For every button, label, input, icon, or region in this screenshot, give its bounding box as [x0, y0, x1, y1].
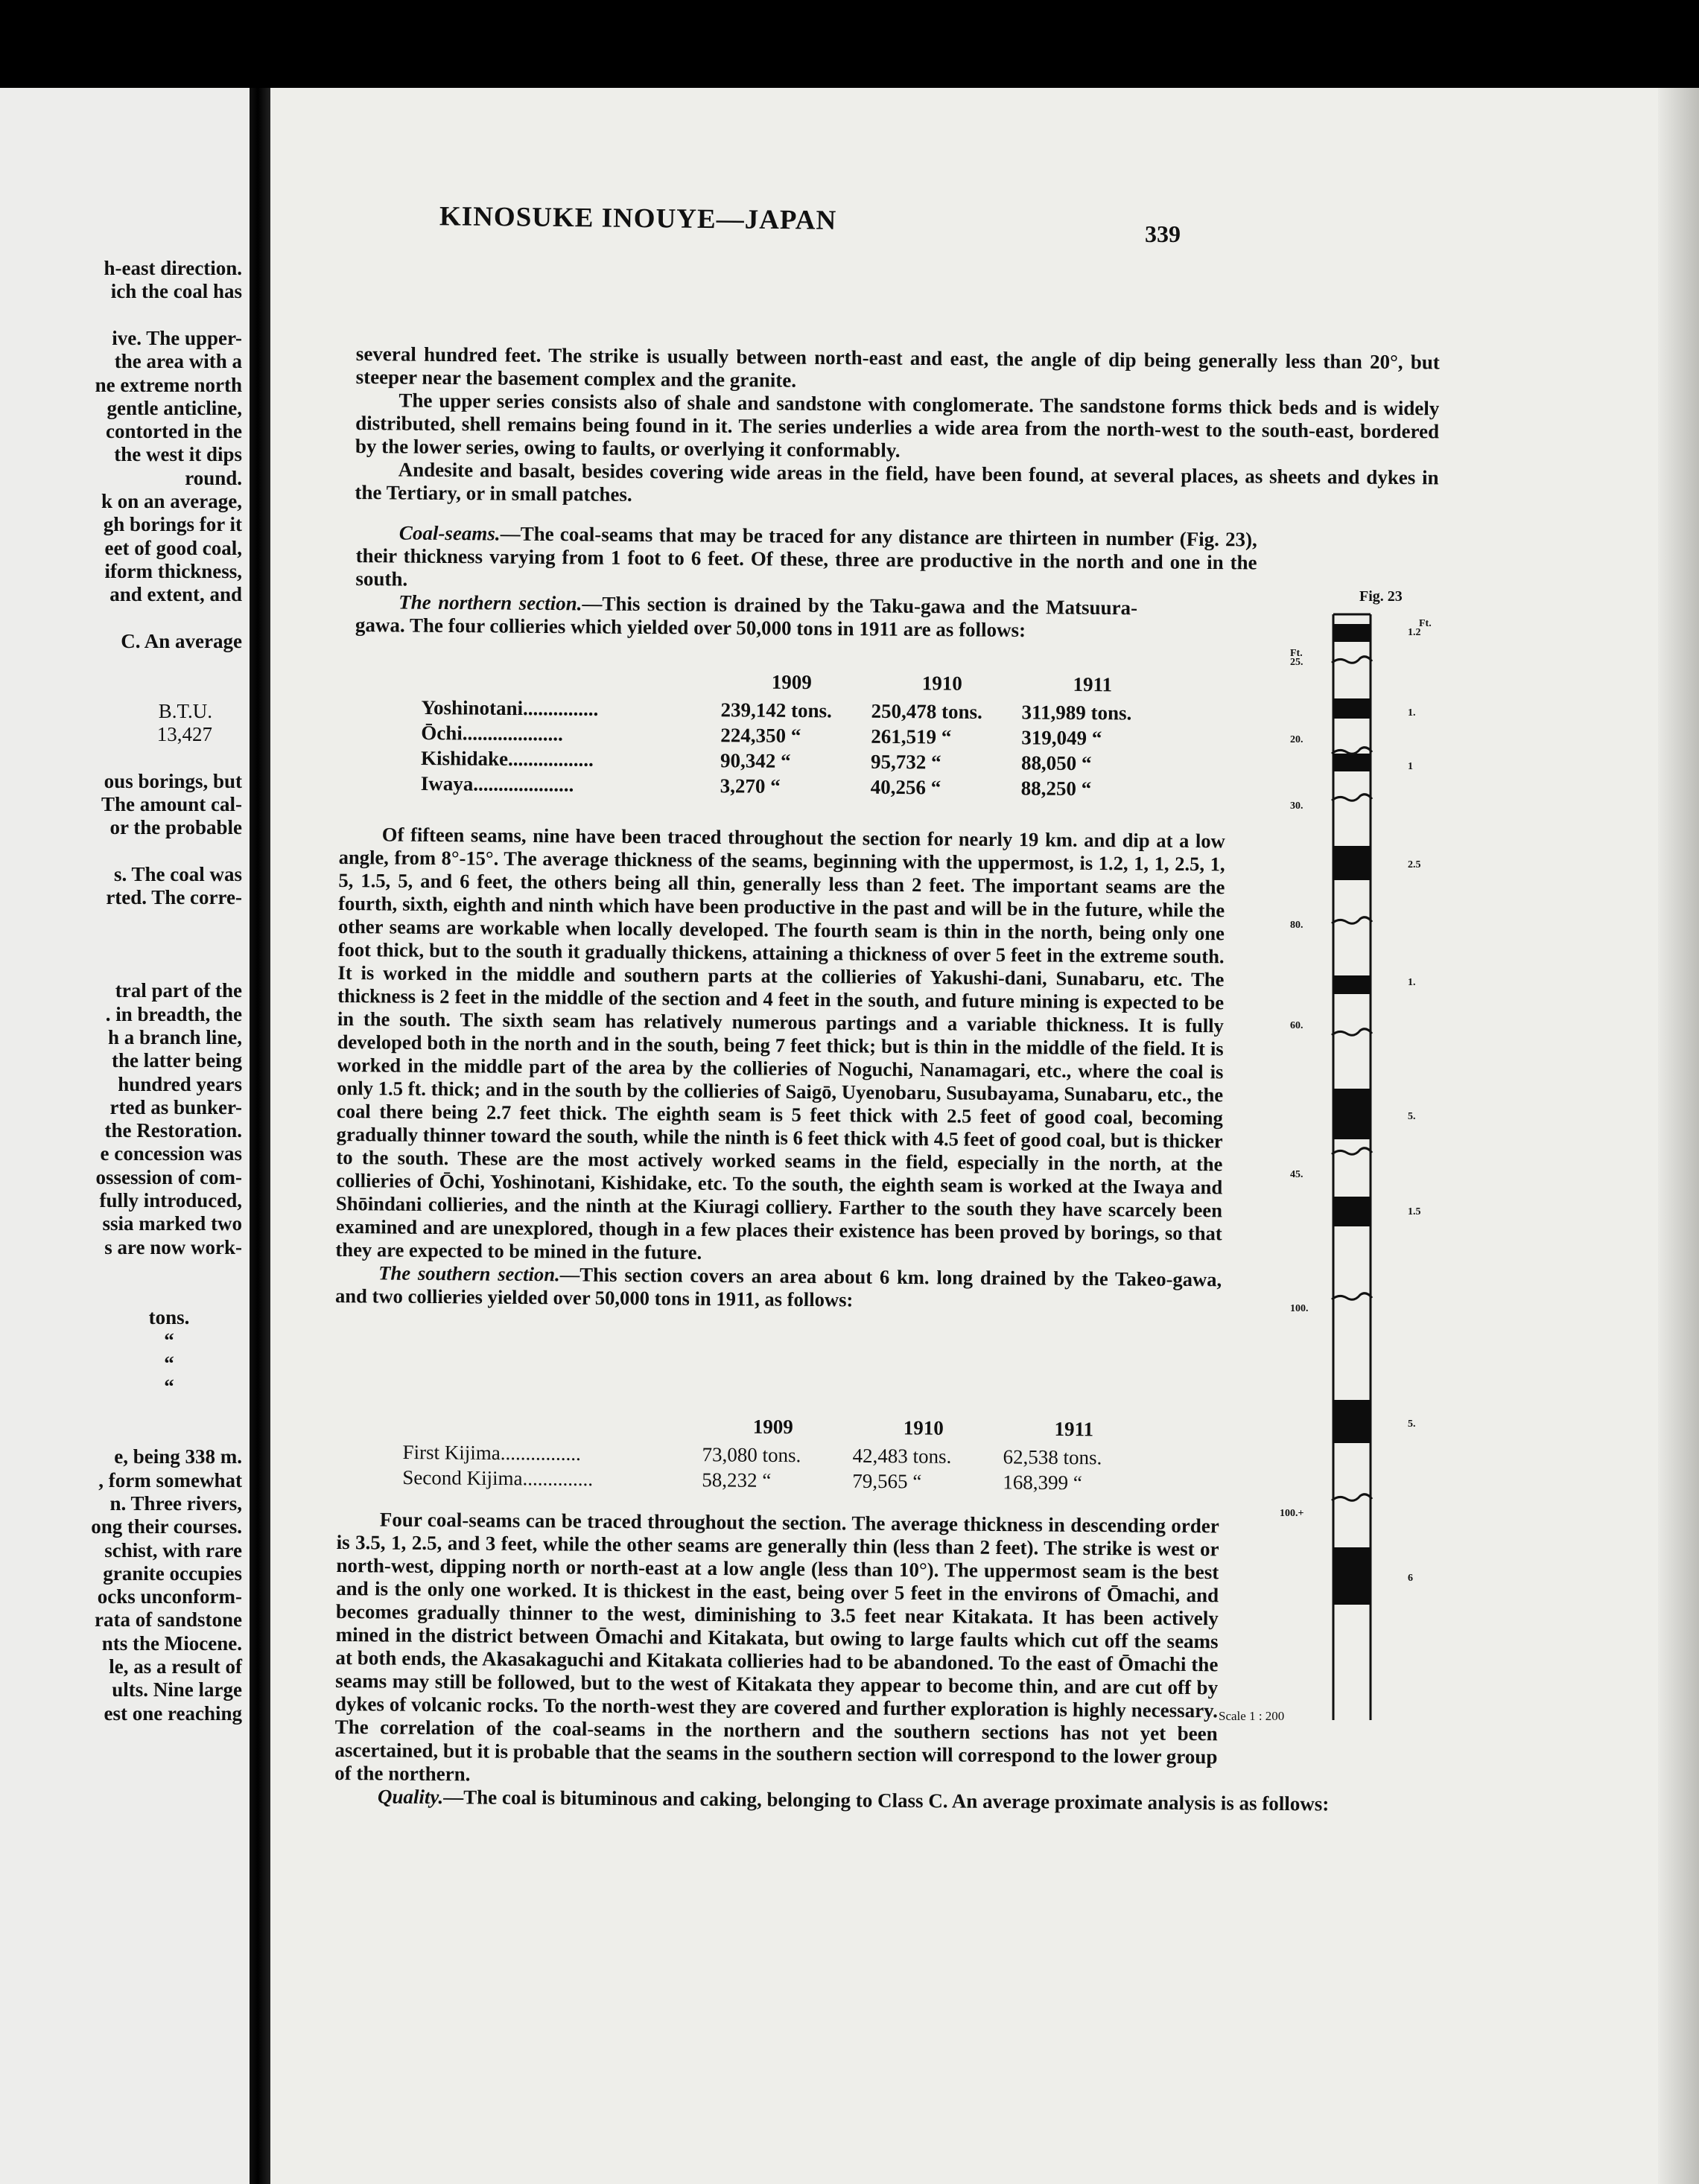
left-page-line: or the probable: [109, 816, 242, 839]
left-page-line: The amount cal-: [101, 792, 242, 815]
year-1911: 1911: [1073, 672, 1113, 695]
seam-thickness-label: 1: [1408, 761, 1413, 772]
heading-coal-seams: Coal-seams.: [398, 521, 501, 545]
page-edge-shadow: [1658, 88, 1699, 2184]
figure-scale: Scale 1 : 200: [1219, 1709, 1285, 1723]
colliery-name: Ōchi: [421, 721, 463, 744]
left-page-line: “: [164, 1375, 174, 1398]
left-page-line: ults. Nine large: [112, 1678, 242, 1701]
output-1911: 168,399 “: [1003, 1470, 1082, 1494]
output-1911: 311,989 tons.: [1021, 700, 1132, 725]
page-gutter: [250, 88, 270, 2184]
coal-seam-band: [1333, 846, 1371, 880]
left-page-line: s are now work-: [104, 1235, 242, 1258]
colliery-name: Kishidake: [420, 746, 509, 770]
left-page-line: ous borings, but: [104, 769, 242, 792]
output-1909: 239,142 tons.: [720, 698, 832, 722]
left-page-line: e, being 338 m.: [114, 1445, 242, 1468]
output-1909: 224,350 “: [720, 723, 801, 747]
running-header: KINOSUKE INOUYE—JAPAN: [439, 201, 837, 236]
left-page-line: tral part of the: [115, 979, 242, 1002]
left-page-line: hundred years: [118, 1072, 242, 1095]
leader-dots: .................: [507, 747, 594, 771]
left-page-line: est one reaching: [104, 1701, 242, 1725]
coal-seam-band: [1333, 1400, 1371, 1443]
left-page-line: the latter being: [112, 1049, 242, 1072]
paragraph-strike: several hundred feet. The strike is usually between north-east and east, the angle of dip being generally less than 20°, but steeper near the basement complex and the granite.: [355, 343, 1440, 392]
year-1910: 1910: [921, 671, 962, 695]
left-page: [0, 88, 250, 2184]
colliery-cell: [416, 720, 716, 748]
left-page-line: , form somewhat: [98, 1468, 242, 1491]
interval-label: 20.: [1290, 734, 1303, 745]
stratigraphic-column: [998, 588, 1415, 1735]
output-1910: 42,483 tons.: [852, 1444, 952, 1468]
output-1909: 58,232 “: [702, 1468, 772, 1491]
coal-seam-band: [1333, 754, 1371, 771]
coal-seams-text: —The coal-seams that may be traced for any distance are thirteen in number (Fig. 23), their thickness varying from 1 foot to 6 feet. Of these, three are productive in the north and one in the south.: [355, 522, 1257, 590]
paragraph-coal-seams: [355, 521, 1257, 598]
heading-northern-section: The northern section.: [398, 590, 582, 615]
interval-label: 100.+: [1280, 1508, 1304, 1519]
output-1910: 40,256 “: [870, 775, 941, 799]
left-page-line: ssia marked two: [102, 1212, 242, 1235]
figure-unit-right: Ft.: [1419, 618, 1432, 629]
colliery-name: Second Kijima: [402, 1465, 523, 1489]
left-page-line: fully introduced,: [99, 1189, 242, 1212]
unconformity-line: [1332, 1029, 1372, 1036]
left-page-line: . in breadth, the: [105, 1002, 242, 1025]
coal-seam-band: [1333, 975, 1371, 994]
unconformity-line: [1332, 748, 1372, 754]
colliery-cell: [416, 695, 716, 722]
left-page-line: 13,427: [156, 723, 212, 745]
left-page-line: ich the coal has: [110, 280, 242, 303]
coal-seam-band: [1333, 1089, 1371, 1139]
left-page-line: schist, with rare: [104, 1538, 242, 1561]
year-1911: 1911: [1054, 1417, 1094, 1440]
output-1909: 90,342 “: [720, 748, 791, 772]
output-1909: 3,270 “: [720, 774, 781, 797]
interval-label: 60.: [1290, 1020, 1303, 1031]
seam-thickness-label: 1.2: [1408, 627, 1421, 638]
left-page-line: ocks unconform-: [97, 1585, 242, 1608]
output-1911: 62,538 tons.: [1003, 1445, 1102, 1468]
interval-label: 25.: [1290, 657, 1303, 668]
northern-section-text: —This section is drained by the Taku-gawa and the Matsuura-gawa. The four collieries which yielded over 50,000 tons in 1911 are as follows:: [355, 592, 1138, 642]
left-page-line: iform thickness,: [104, 559, 242, 582]
interval-label: 80.: [1290, 920, 1303, 931]
output-1910: 261,519 “: [871, 725, 952, 748]
left-page-line: ong their courses.: [91, 1515, 242, 1538]
left-page-line: rted. The corre-: [106, 886, 242, 909]
paragraph-four-seams: Four coal-seams can be traced throughout the section. The average thickness in descending order is 3.5, 1, 2.5, and 3 feet, while the other seams are generally thin (less than 2 feet). The strike is west or north-west, dipping north or north-east at a low angle (less than 10°). The uppermost seam is the best and is the only one worked. It is thickest in the east, being over 5 feet in the environs of Ōmachi, and becomes gradually thinner to the west, diminishing to 3.5 feet near Kitakata. It has been actively mined in the district between Ōmachi and Kitakata, but owing to large faults which cut off the seams at both ends, the Akasakaguchi and Kitakata collieries had to be abandoned. To the east of Ōmachi the seams may still be followed, but to the west of Kitakata they appear to become thin, and are cut off by dykes of volcanic rocks. To the north-west they are covered and further exploration is highly necessary. The correlation of the coal-seams in the northern and the southern sections has not yet been ascertained, but it is probable that the seams in the southern section will correspond to the lower group of the northern.: [334, 1508, 1219, 1786]
left-page-line: granite occupies: [103, 1561, 242, 1585]
left-page-line: ossession of com-: [95, 1165, 242, 1188]
left-page-line: e concession was: [100, 1142, 242, 1165]
left-page-line: gentle anticline,: [107, 396, 242, 419]
left-page-line: contorted in the: [106, 420, 242, 443]
left-page-line: the area with a: [114, 350, 242, 373]
left-page-line: the Restoration.: [104, 1119, 242, 1142]
seam-thickness-label: 2.5: [1408, 859, 1421, 870]
left-page-line: gh borings for it: [103, 513, 242, 536]
left-page-line: “: [164, 1352, 174, 1375]
left-page-line: s. The coal was: [113, 862, 242, 885]
figure-23: [998, 588, 1432, 1750]
unconformity-line: [1332, 795, 1372, 801]
colliery-name: First Kijima: [402, 1440, 501, 1464]
interval-label: 100.: [1290, 1303, 1309, 1314]
coal-seam-band: [1333, 1197, 1371, 1226]
coal-seam-band: [1333, 698, 1371, 719]
left-page-line: eet of good coal,: [104, 536, 242, 559]
heading-southern-section: The southern section.: [378, 1261, 560, 1286]
year-1909: 1909: [752, 1415, 793, 1438]
left-page-line: h-east direction.: [104, 257, 242, 279]
paragraph-fifteen-seams: Of fifteen seams, nine have been traced throughout the section for nearly 19 km. and dip at a low angle, from 8°-15°. The average thickness of the seams, beginning with the uppermost, is 1.2, 1, 1, 2.5, 1, 5, 1.5, 5, and 6 feet, the others being all thin, generally less than 2 feet. The important seams are the fourth, sixth, eighth and ninth which have been productive in the past and will be in the future, while the other seams are workable when locally developed. The fourth seam is thin in the north, being only one foot thick, but to the south it gradually thickens, attaining a thickness of over 5 feet in the extreme south. It is worked in the middle and southern parts at the collieries of Yakushi-dani, Sunabaru, etc. The thickness is 2 feet in the middle of the section and 4 feet in the south, and future mining is expected to be in the south. The sixth seam has relatively numerous partings and a variable thickness. It is fully developed both in the north and in the south, being 7 feet thick; but is thin in the middle of the field. It is worked in the middle part of the area by the collieries of Noguchi, Nanamagari, etc., where the coal is only 1.5 ft. thick; and in the south by the collieries of Saigō, Uyenobaru, Susubayama, Sunabaru, etc., the coal there being 2.7 feet thick. The eighth seam is 5 feet thick with 2.5 feet of good coal, becoming gradually thinner toward the south, while the ninth is 6 feet thick with 4.5 feet of good coal, but is thicker to the south. These are the most actively worked seams in the field, especially in the north, at the collieries of Ōchi, Yoshinotani, Kishidake, etc. To the south, the eighth seam is worked at the Iwaya and Shōindani collieries, and the ninth at the Kiuragi colliery. Farther to the south they have scarcely been examined and are unexplored, though in a few places their existence has been proved by borings, so that they are expected to be mined in the future.: [335, 823, 1225, 1264]
left-page-line: tons.: [148, 1305, 190, 1328]
left-page-line: k on an average,: [101, 490, 242, 512]
leader-dots: ..............: [522, 1466, 594, 1490]
figure-unit-left: Ft.: [1290, 648, 1303, 659]
unconformity-line: [1332, 1494, 1372, 1501]
left-page-line: rata of sandstone: [94, 1608, 242, 1631]
left-page-line: C. An average: [121, 629, 242, 652]
unconformity-line: [1332, 917, 1372, 924]
colliery-cell: [398, 1465, 697, 1492]
output-1910: 95,732 “: [870, 750, 941, 774]
unconformity-line: [1332, 657, 1372, 663]
leader-dots: ....................: [462, 721, 563, 745]
left-page-line: nts the Miocene.: [101, 1631, 242, 1655]
text-block-top: [355, 343, 1440, 512]
seam-thickness-label: 1.: [1408, 707, 1416, 719]
leader-dots: ...............: [523, 696, 599, 720]
paragraph-andesite: Andesite and basalt, besides covering wide areas in the field, have been found, at several places, as sheets and dykes in the Tertiary, or in small patches.: [355, 458, 1439, 506]
colliery-name: Yoshinotani: [421, 695, 524, 719]
interval-label: 45.: [1290, 1169, 1303, 1180]
quality-text: —The coal is bituminous and caking, belonging to Class C. An average proximate analysis is as follows:: [443, 1786, 1330, 1815]
colliery-cell: [398, 1439, 697, 1467]
seam-thickness-label: 5.: [1408, 1111, 1416, 1122]
left-page-line: “: [164, 1328, 174, 1352]
seam-thickness-label: 1.: [1408, 977, 1416, 988]
output-1910: 79,565 “: [852, 1469, 922, 1493]
colliery-cell: [416, 745, 716, 773]
coal-seam-band: [1333, 1547, 1371, 1605]
left-page-line: ne extreme north: [95, 373, 242, 396]
output-1911: 319,049 “: [1021, 725, 1102, 749]
colliery-cell: [416, 771, 716, 798]
page-number: 339: [1145, 220, 1181, 247]
seam-thickness-label: 6: [1408, 1573, 1413, 1584]
output-1911: 88,050 “: [1020, 751, 1092, 774]
left-page-line: B.T.U.: [158, 699, 212, 722]
heading-quality: Quality.: [377, 1785, 444, 1809]
left-page-line: le, as a result of: [109, 1655, 242, 1678]
figure-title: Fig. 23: [1359, 588, 1403, 605]
left-page-line: the west it dips: [114, 443, 242, 466]
year-1910: 1910: [903, 1416, 944, 1439]
southern-section-text: —This section covers an area about 6 km. long drained by the Takeo-gawa, and two collieries yielded over 50,000 tons in 1911, as follows:: [334, 1263, 1222, 1311]
unconformity-line: [1332, 1293, 1372, 1300]
output-1909: 73,080 tons.: [702, 1442, 801, 1466]
seam-thickness-label: 5.: [1408, 1419, 1416, 1430]
left-page-line: and extent, and: [109, 583, 242, 606]
leader-dots: ................: [500, 1441, 581, 1465]
leader-dots: ....................: [473, 772, 574, 796]
left-page-line: ive. The upper-: [112, 326, 242, 349]
paragraph-upper-series: The upper series consists also of shale and sandstone with conglomerate. The sandstone forms thick beds and is widely distributed, shell remains being found in it. The series underlies a wide area from the north-west to the south-east, bordered by the lower series, owing to faults, or overlying it conformably.: [355, 389, 1440, 462]
output-1910: 250,478 tons.: [871, 699, 982, 723]
output-1911: 88,250 “: [1020, 776, 1092, 800]
left-page-line: n. Three rivers,: [109, 1491, 242, 1515]
seam-thickness-label: 1.5: [1408, 1206, 1421, 1217]
left-page-line: rted as bunker-: [109, 1095, 242, 1118]
interval-label: 30.: [1290, 800, 1303, 812]
coal-seam-band: [1333, 624, 1371, 642]
colliery-name: Iwaya: [420, 771, 474, 795]
unconformity-line: [1332, 1148, 1372, 1155]
left-page-line: round.: [185, 466, 242, 489]
left-page-line: h a branch line,: [107, 1025, 242, 1048]
year-1909: 1909: [771, 670, 812, 693]
